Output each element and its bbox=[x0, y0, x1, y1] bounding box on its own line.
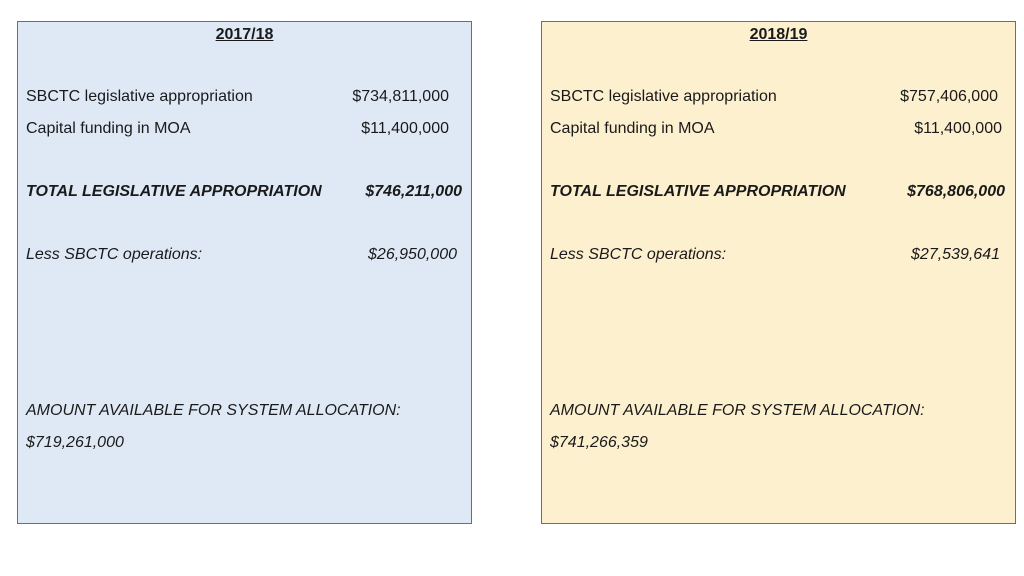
capital-label: Capital funding in MOA bbox=[26, 120, 191, 137]
available-value: $741,266,359 bbox=[550, 434, 648, 451]
year-heading: 2017/18 bbox=[215, 26, 274, 43]
total-value: $768,806,000 bbox=[907, 183, 1005, 200]
operations-value: $26,950,000 bbox=[368, 246, 457, 263]
appropriation-label: SBCTC legislative appropriation bbox=[26, 88, 253, 105]
year-heading: 2018/19 bbox=[749, 26, 808, 43]
appropriation-label: SBCTC legislative appropriation bbox=[550, 88, 777, 105]
available-label: AMOUNT AVAILABLE FOR SYSTEM ALLOCATION: bbox=[26, 402, 401, 419]
panel-2017-18 bbox=[17, 21, 472, 524]
available-value: $719,261,000 bbox=[26, 434, 124, 451]
operations-label: Less SBCTC operations: bbox=[26, 246, 203, 263]
capital-value: $11,400,000 bbox=[361, 120, 449, 137]
capital-value: $11,400,000 bbox=[914, 120, 1002, 137]
appropriation-value: $757,406,000 bbox=[900, 88, 998, 105]
total-value: $746,211,000 bbox=[365, 183, 462, 200]
operations-label: Less SBCTC operations: bbox=[550, 246, 727, 263]
panel-2018-19 bbox=[541, 21, 1016, 524]
available-label: AMOUNT AVAILABLE FOR SYSTEM ALLOCATION: bbox=[550, 402, 925, 419]
appropriation-value: $734,811,000 bbox=[352, 88, 449, 105]
capital-label: Capital funding in MOA bbox=[550, 120, 715, 137]
total-label: TOTAL LEGISLATIVE APPROPRIATION bbox=[550, 183, 846, 200]
total-label: TOTAL LEGISLATIVE APPROPRIATION bbox=[26, 183, 322, 200]
operations-value: $27,539,641 bbox=[911, 246, 1000, 263]
